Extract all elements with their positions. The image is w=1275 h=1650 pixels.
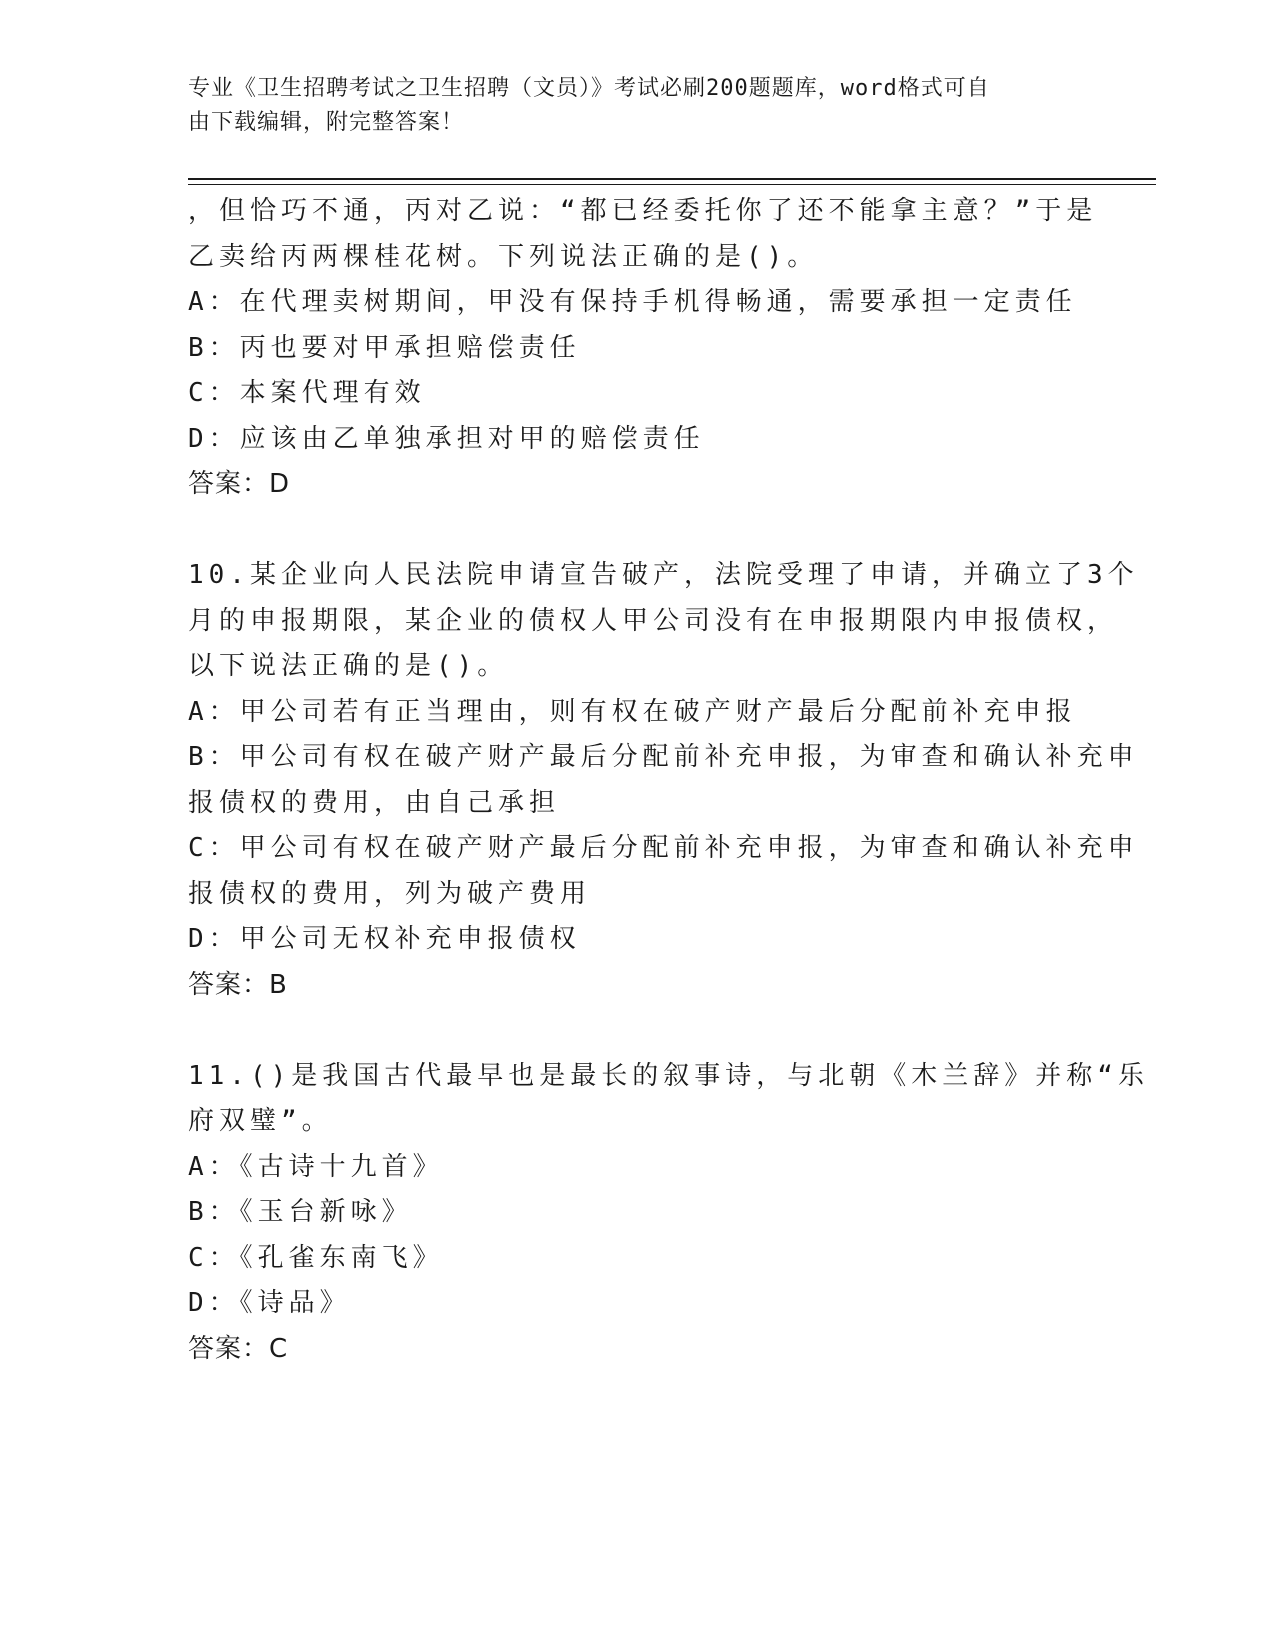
header-title-line-1: 专业《卫生招聘考试之卫生招聘（文员）》考试必刷200题题库，word格式可自 <box>188 76 990 101</box>
option-b: B：丙也要对甲承担赔偿责任 <box>188 332 581 363</box>
question-11 <box>188 1054 1149 1373</box>
header-divider-thin <box>188 184 1156 185</box>
question-stem: 府双璧”。 <box>188 1106 333 1136</box>
option-d: D：甲公司无权补充申报债权 <box>188 924 581 954</box>
option-b-continued: 报债权的费用，由自己承担 <box>188 787 561 818</box>
question-content <box>188 189 1149 1372</box>
spacer <box>188 1008 1088 1054</box>
option-c: C：本案代理有效 <box>188 378 426 408</box>
question-10 <box>188 553 1139 1008</box>
option-c: C：《孔雀东南飞》 <box>188 1242 444 1273</box>
option-a: A：《古诗十九首》 <box>188 1151 444 1182</box>
header-divider-thick <box>188 178 1156 180</box>
answer-label: 答案：B <box>188 969 288 1000</box>
spacer <box>188 508 1088 554</box>
option-d: D：应该由乙单独承担对甲的赔偿责任 <box>188 423 705 454</box>
answer-label: 答案：D <box>188 469 291 499</box>
option-c-continued: 报债权的费用，列为破产费用 <box>188 878 592 909</box>
option-b: B：甲公司有权在破产财产最后分配前补充申报，为审查和确认补充申 <box>188 742 1139 772</box>
question-stem: 10.某企业向人民法院申请宣告破产，法院受理了申请，并确立了3个 <box>188 560 1139 590</box>
answer-label: 答案：C <box>188 1333 289 1364</box>
option-b: B：《玉台新咏》 <box>188 1197 413 1227</box>
question-stem: 月的申报期限，某企业的债权人甲公司没有在申报期限内申报债权， <box>188 605 1119 636</box>
option-a: A：在代理卖树期间，甲没有保持手机得畅通，需要承担一定责任 <box>188 287 1077 317</box>
question-stem: 11.()是我国古代最早也是最长的叙事诗，与北朝《木兰辞》并称“乐 <box>188 1060 1149 1091</box>
option-d: D：《诗品》 <box>188 1288 351 1318</box>
option-c: C：甲公司有权在破产财产最后分配前补充申报，为审查和确认补充申 <box>188 833 1139 863</box>
question-9 <box>188 189 1098 508</box>
header-title-line-2: 由下载编辑，附完整答案！ <box>188 110 465 135</box>
question-stem: 以下说法正确的是()。 <box>188 651 509 681</box>
option-a: A：甲公司若有正当理由，则有权在破产财产最后分配前补充申报 <box>188 696 1077 727</box>
question-stem: 乙卖给丙两棵桂花树。下列说法正确的是()。 <box>188 241 819 272</box>
question-stem: ，但恰巧不通，丙对乙说：“都已经委托你了还不能拿主意？”于是 <box>188 196 1098 226</box>
page-header <box>188 72 1068 140</box>
